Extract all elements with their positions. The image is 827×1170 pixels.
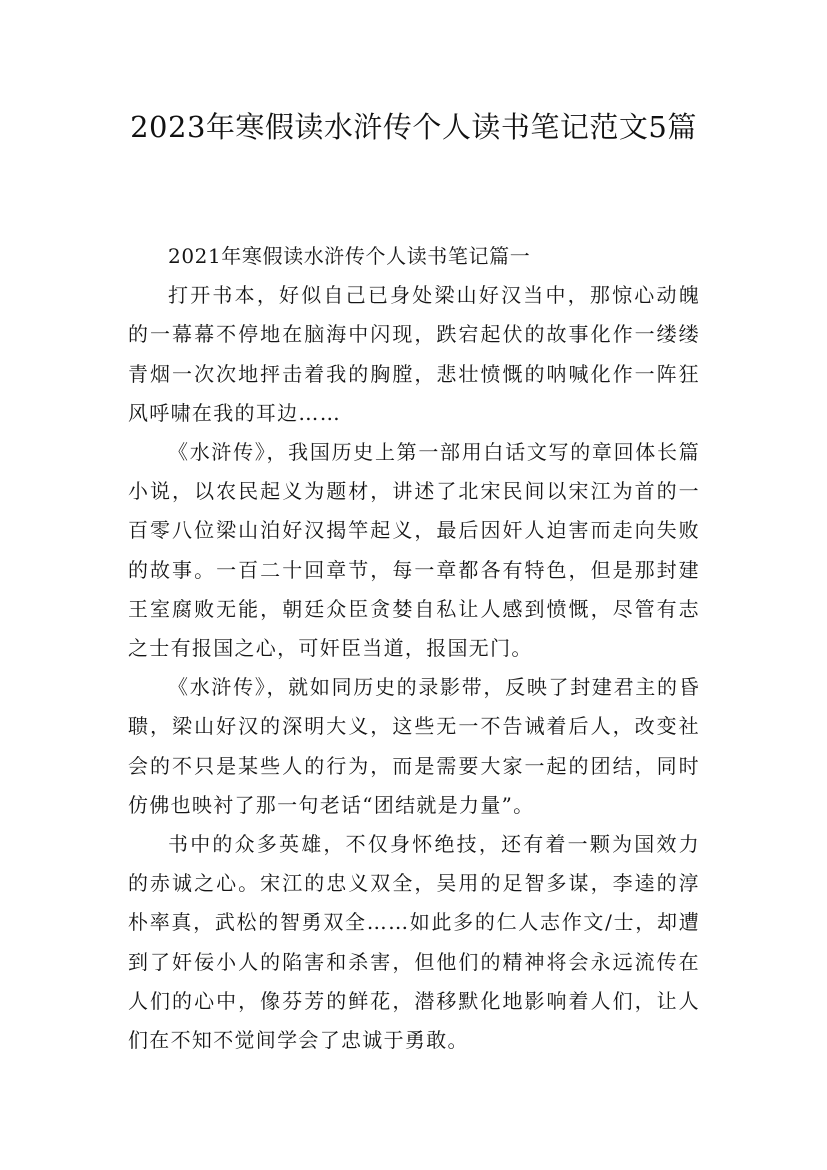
paragraph-1: 打开书本，好似自己已身处梁山好汉当中，那惊心动魄的一幕幕不停地在脑海中闪现，跌宕起伏的故事化作一缕缕青烟一次次地抨击着我的胸膛，悲壮愤慨的呐喊化作一阵狂风呼啸在我的耳边…… bbox=[128, 283, 700, 425]
paragraph-3: 《水浒传》，就如同历史的录影带，反映了封建君主的昏聩，梁山好汉的深明大义，这些无一不告诫着后人，改变社会的不只是某些人的行为，而是需要大家一起的团结，同时仿佛也映衬了那一句老话“团结就是力量”。 bbox=[128, 675, 700, 817]
document-title: 2023年寒假读水浒传个人读书笔记范文5篇 bbox=[130, 110, 697, 144]
section-heading: 2021年寒假读水浒传个人读书笔记篇一 bbox=[168, 244, 531, 268]
document-body bbox=[128, 237, 700, 1060]
paragraph-2: 《水浒传》，我国历史上第一部用白话文写的章回体长篇小说，以农民起义为题材，讲述了北宋民间以宋江为首的一百零八位梁山泊好汉揭竿起义，最后因奸人迫害而走向失败的故事。一百二十回章节，每一章都各有特色，但是那封建王室腐败无能，朝廷众臣贪婪自私让人感到愤慨，尽管有志之士有报国之心，可奸臣当道，报国无门。 bbox=[128, 440, 700, 661]
paragraph-4: 书中的众多英雄，不仅身怀绝技，还有着一颗为国效力的赤诚之心。宋江的忠义双全，吴用的足智多谋，李逵的淳朴率真，武松的智勇双全……如此多的仁人志作文/士，却遭到了奸佞小人的陷害和杀害，但他们的精神将会永远流传在人们的心中，像芬芳的鲜花，潜移默化地影响着人们，让人们在不知不觉间学会了忠诚于勇敢。 bbox=[128, 832, 700, 1053]
